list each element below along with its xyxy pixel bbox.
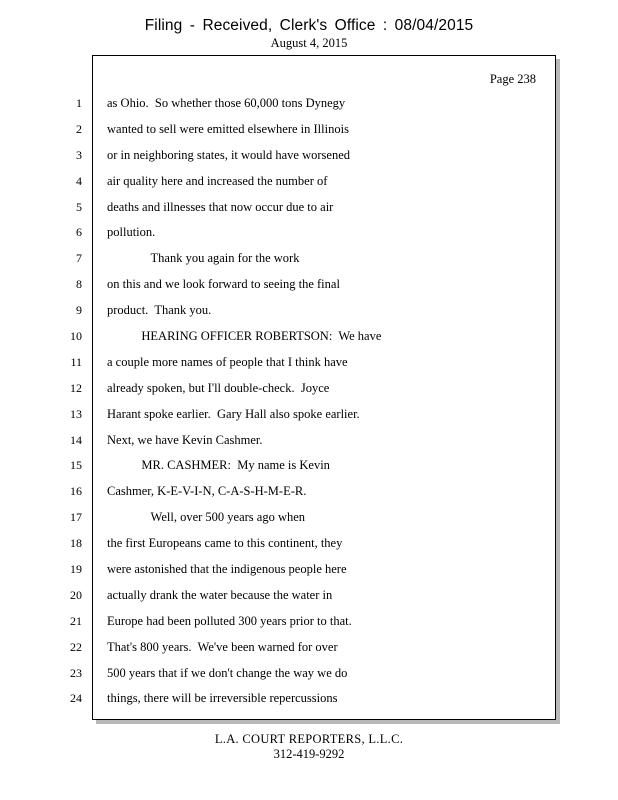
transcript-line: 500 years that if we don't change the way we do xyxy=(107,665,348,680)
transcript-line: the first Europeans came to this continent, they xyxy=(107,536,343,551)
transcript-line: Cashmer, K-E-V-I-N, C-A-S-H-M-E-R. xyxy=(107,484,307,499)
line-number: 5 xyxy=(76,199,82,214)
line-number: 14 xyxy=(70,432,82,447)
transcript-line: air quality here and increased the number of xyxy=(107,173,328,188)
transcript-line: pollution. xyxy=(107,225,156,240)
line-number: 21 xyxy=(70,613,82,628)
line-number: 10 xyxy=(70,329,82,344)
line-number: 20 xyxy=(70,587,82,602)
line-number: 3 xyxy=(76,147,82,162)
transcript-line: as Ohio. So whether those 60,000 tons Dynegy xyxy=(107,96,346,110)
transcript-line: were astonished that the indigenous people here xyxy=(107,562,347,577)
transcript-line: Thank you again for the work xyxy=(107,251,300,266)
filing-stamp: Filing - Received, Clerk's Office : 08/04/2015 xyxy=(144,17,474,34)
transcript-line: or in neighboring states, it would have worsened xyxy=(107,147,351,162)
transcript-line: product. Thank you. xyxy=(107,303,212,318)
transcript-line: Harant spoke earlier. Gary Hall also spoke earlier. xyxy=(107,406,360,421)
transcript-line: already spoken, but I'll double-check. Joyce xyxy=(107,380,330,395)
transcript-line: Next, we have Kevin Cashmer. xyxy=(107,432,263,447)
line-number: 23 xyxy=(70,665,82,680)
line-number: 9 xyxy=(76,303,82,318)
line-number: 19 xyxy=(70,562,82,577)
transcript-line: wanted to sell were emitted elsewhere in Illinois xyxy=(107,121,349,136)
line-number: 16 xyxy=(70,484,82,499)
page-number: Page 238 xyxy=(489,72,536,86)
transcript-line: MR. CASHMER: My name is Kevin xyxy=(107,458,330,473)
line-number: 6 xyxy=(76,225,82,240)
transcript-line: deaths and illnesses that now occur due to air xyxy=(107,199,334,214)
transcript-line: a couple more names of people that I think have xyxy=(107,354,348,369)
line-number: 13 xyxy=(70,406,82,421)
line-number: 17 xyxy=(70,510,82,525)
line-number: 18 xyxy=(70,536,82,551)
line-number: 4 xyxy=(76,173,82,188)
transcript-line: HEARING OFFICER ROBERTSON: We have xyxy=(107,329,382,344)
transcript-line: on this and we look forward to seeing the final xyxy=(107,277,340,292)
court-reporter-name: L.A. COURT REPORTERS, L.L.C. xyxy=(214,732,404,746)
line-number-column xyxy=(56,91,82,712)
court-reporter-phone: 312-419-9292 xyxy=(273,747,345,761)
line-number: 24 xyxy=(70,691,82,706)
line-number: 2 xyxy=(76,121,82,136)
line-number: 22 xyxy=(70,639,82,654)
line-number: 7 xyxy=(76,251,82,266)
line-number: 11 xyxy=(70,354,82,369)
transcript-line: actually drank the water because the water in xyxy=(107,587,333,602)
transcript-line: Europe had been polluted 300 years prior to that. xyxy=(107,613,352,628)
transcript-text xyxy=(107,91,547,712)
transcript-line: That's 800 years. We've been warned for over xyxy=(107,639,338,654)
line-number: 8 xyxy=(76,277,82,292)
transcript-line: Well, over 500 years ago when xyxy=(107,510,306,525)
hearing-date: August 4, 2015 xyxy=(270,36,348,50)
line-number: 15 xyxy=(70,458,82,473)
line-number: 12 xyxy=(70,380,82,395)
transcript-line: things, there will be irreversible repercussions xyxy=(107,691,338,706)
line-number: 1 xyxy=(76,96,82,110)
